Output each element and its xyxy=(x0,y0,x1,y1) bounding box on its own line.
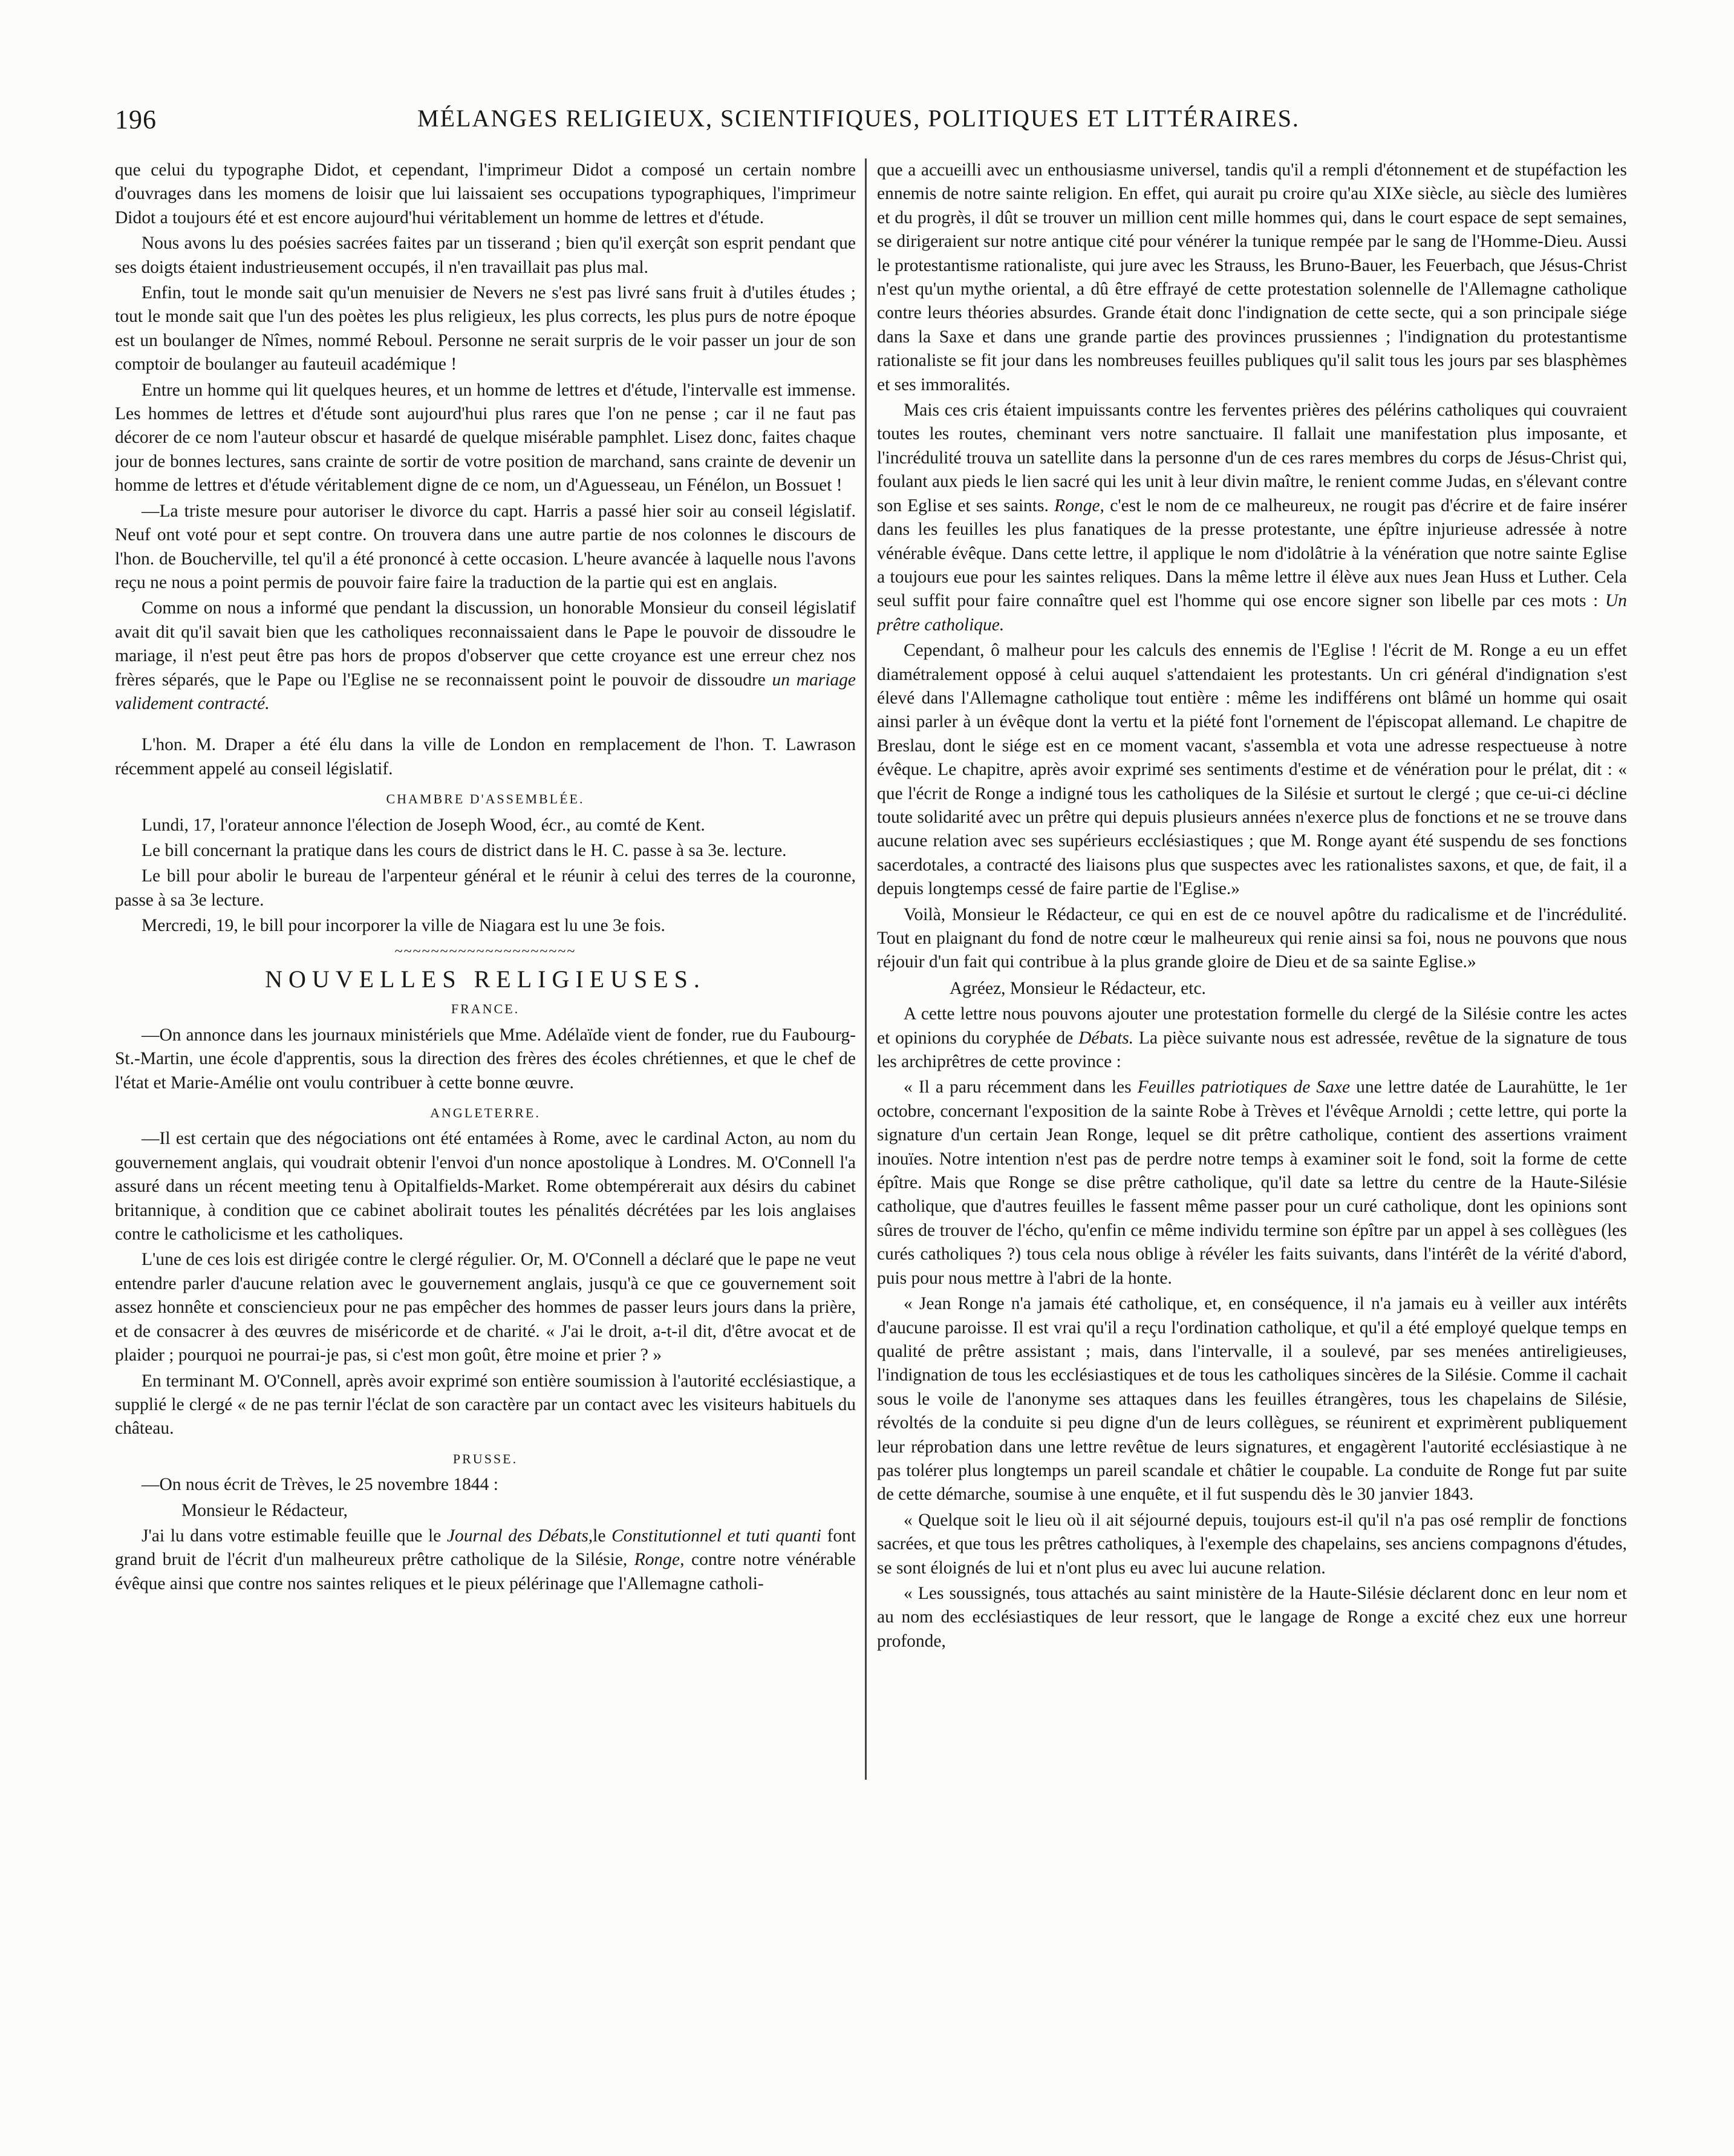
paragraph xyxy=(877,399,1627,637)
paragraph: Entre un homme qui lit quelques heures, et un homme de lettres et d'étude, l'intervalle est immense. Les hommes de lettres et d'étude sont aujourd'hui plus rares que l'on ne pense ; car il ne faut pas décorer de ce nom l'auteur obscur et hasardé de quelque misérable pamphlet. Lisez donc, faites chaque jour de bonnes lectures, sans crainte de sortir de votre position de marchand, sans crainte de devenir un homme de lettres et d'étude véritablement digne de ce nom, un d'Aguesseau, un Fénélon, un Bossuet ! xyxy=(115,380,856,495)
page-number: 196 xyxy=(115,105,157,134)
paragraph: « Jean Ronge n'a jamais été catholique, et, en conséquence, il n'a jamais eu à veiller aux intérêts d'aucune paroisse. Il est vrai qu'il a reçu l'ordination catholique, et qu'il a été employé quelque temps en qualité de prêtre assistant ; mais, dans l'intervalle, il a soulevé, par ses menées antireligieuses, l'indignation de tous les ecclésiastiques et de tous les catholiques sincères de la Silésie. Comme il cachait sous le voile de l'anonyme ses attaques dans les feuilles étrangères, tous les chapelains de Silésie, révoltés de la conduite si peu digne d'un de leurs collègues, se réunirent et exprimèrent publiquement leur réprobation dans une lettre revêtue de leurs signatures, et engagèrent l'autorité ecclésiastique à ne pas tolérer plus longtemps un pareil scandale et châtier le coupable. La conduite de Ronge fut par suite de cette démarche, soumise à une enquête, et il fut suspendu dès le 30 janvier 1843. xyxy=(877,1294,1627,1504)
paragraph: Voilà, Monsieur le Rédacteur, ce qui en est de ce nouvel apôtre du radicalisme et de l'incrédulité. Tout en plaignant du fond de notre cœur le malheureux qui renie ainsi sa foi, nous ne pouvons que nous réjouir d'un fait qui contribue à la plus grande gloire de Dieu et de sa sainte Eglise.» xyxy=(877,904,1627,972)
text-run: le xyxy=(593,1526,606,1546)
text-run: La pièce suivante nous est adressée, revêtue de la signature de tous les archiprêtres de cette province : xyxy=(877,1028,1627,1072)
paragraph xyxy=(115,1524,856,1596)
paragraph: « Quelque soit le lieu où il ait séjourné depuis, toujours est-il qu'il n'a pas osé remplir de fonctions sacrées, et que tous les prêtres catholiques, à l'exemple des chapelains, ses anciens compagnons d'études, se sont éloignés de lui et n'ont plus eu avec lui aucune relation. xyxy=(877,1510,1627,1578)
paragraph: Cependant, ô malheur pour les calculs des ennemis de l'Eglise ! l'écrit de M. Ronge a eu un effet diamétralement opposé à celui auquel s'attendaient les protestants. Un cri général d'indignation s'est élevé dans l'Allemagne catholique tout entière : même les indifférens ont blâmé un homme qui osait ainsi parler à un évêque dont la vertu et la piété font l'ornement de l'épiscopat allemand. Le chapitre de Breslau, dont le siége est en ce moment vacant, s'assembla et vota une adresse respectueuse à notre évêque. Le chapitre, après avoir exprimé ses sentiments d'estime et de vénération pour le prélat, dit : « que l'écrit de Ronge a indigné tous les catholiques de la Silésie et surtout le clergé ; que ce-ui-ci décline toute solidarité avec un prêtre qui depuis plusieurs années n'exerce plus de fonctions et ne se trouve dans aucune relation avec ses supérieurs ecclésiastiques ; que M. Ronge ayant été suspendu de ses fonctions sacerdotales, a contracté des liaisons plus que suspectes avec les rationalistes saxons, et que, de fait, il a depuis longtemps cessé de faire partie de l'Eglise.» xyxy=(877,641,1627,899)
text-run: « Il a paru récemment dans les xyxy=(904,1077,1132,1097)
italic-text: Un prêtre catholique. xyxy=(877,591,1627,635)
paragraph: —On nous écrit de Trèves, le 25 novembre 1844 : xyxy=(142,1475,498,1495)
text-run: A cette lettre nous pouvons ajouter une protestation formelle du clergé de la Silésie contre les actes et opinions du coryphée de xyxy=(877,1004,1627,1048)
paragraph: Le bill pour abolir le bureau de l'arpenteur général et le réunir à celui des terres de la couronne, passe à sa 3e lecture. xyxy=(115,866,856,910)
italic-text: Constitutionnel et tuti quanti xyxy=(611,1526,821,1546)
paragraph: —On annonce dans les journaux ministériels que Mme. Adélaïde vient de fonder, rue du Faubourg-St.-Martin, une école d'apprentis, sous la direction des frères des écoles chrétiennes, et que le chef de l'état et Marie-Amélie ont voulu contribuer à cette bonne œuvre. xyxy=(115,1025,856,1093)
paragraph xyxy=(115,596,856,716)
closing-line: Agréez, Monsieur le Rédacteur, etc. xyxy=(950,978,1206,998)
text-run: font grand bruit de l'écrit d'un malheureux prêtre catholique de la Silésie, xyxy=(115,1526,856,1570)
news-title: NOUVELLES RELIGIEUSES. xyxy=(265,965,706,993)
paragraph: Le bill concernant la pratique dans les cours de district dans le H. C. passe à sa 3e. lecture. xyxy=(142,840,787,860)
paragraph xyxy=(877,1002,1627,1074)
right-column xyxy=(877,158,1627,1840)
italic-text: un mariage validement contracté. xyxy=(115,670,856,713)
text-run: une lettre datée de Laurahütte, le 1er octobre, concernant l'exposition de la sainte Robe à Trèves et l'évêque Arnoldi ; cette lettre, qui porte la signature d'un certain Jean Ronge, lequel se dit prêtre catholique, contient des assertions vraiment inouïes. Notre intention n'est pas de perdre notre temps à examiner soit le fond, soit la forme de cette épître. Mais que Ronge se dise prêtre catholique, qu'il date sa lettre du centre de la Haute-Silésie catholique, que d'autres feuilles le fassent même passer pour un curé catholique, dont les opinions sont sûres de trouver de l'écho, qu'enfin ce même individu termine son épître par un appel à ses collègues (les curés catholiques ?) tous cela nous oblige à révéler les faits suivants, dans l'intérêt de la vérité d'abord, puis pour nous mettre à l'abri de la honte. xyxy=(877,1077,1627,1288)
paragraph: que celui du typographe Didot, et cependant, l'imprimeur Didot a composé un certain nombre d'ouvrages dans les momens de loisir que lui laissaient ses occupations typographiques, l'imprimeur Didot a toujours été et est encore aujourd'hui véritablement un homme de lettres et d'étude. xyxy=(115,160,856,227)
running-title: MÉLANGES RELIGIEUX, SCIENTIFIQUES, POLITIQUES ET LITTÉRAIRES. xyxy=(417,105,1300,132)
paragraph: Nous avons lu des poésies sacrées faites par un tisserand ; bien qu'il exerçât son esprit pendant que ses doigts étaient industrieusement occupés, il n'en travaillait pas plus mal. xyxy=(115,234,856,277)
column-rule xyxy=(865,158,867,1780)
paragraph: Enfin, tout le monde sait qu'un menuisier de Nevers ne s'est pas livré sans fruit à d'utiles études ; tout le monde sait que l'un des poètes les plus religieux, les plus corrects, les plus purs de notre époque est un boulanger de Nîmes, nommé Reboul. Personne ne serait surpris de le voir passer un jour de son comptoir de boulanger au fauteuil académique ! xyxy=(115,283,856,374)
paragraph: —La triste mesure pour autoriser le divorce du capt. Harris a passé hier soir au conseil législatif. Neuf ont voté pour et sept contre. On trouvera dans une autre partie de nos colonnes le discours de l'hon. de Boucherville, tel qu'il a été prononcé à cette occasion. L'heure avancée à laquelle nous l'avons reçu ne nous a point permis de pouvoir faire faire la traduction de la partie qui est en anglais. xyxy=(115,501,856,592)
italic-text: Ronge, xyxy=(634,1550,685,1570)
text-run: contre notre vénérable évêque ainsi que contre nos saintes reliques et le pieux pélérinage que l'Allemagne catholi- xyxy=(115,1550,856,1593)
paragraph: que a accueilli avec un enthousiasme universel, tandis qu'il a rempli d'étonnement et de stupéfaction les ennemis de notre sainte religion. En effet, qui aurait pu croire qu'au XIXe siècle, au siècle des lumières et du progrès, il dût se trouver un million cent mille hommes qui, dans le court espace de sept semaines, se dirigeraient sur notre antique cité pour vénérer la tunique rempée par le sang de l'Homme-Dieu. Aussi le protestantisme rationaliste, qui jure avec les Strauss, les Bruno-Bauer, les Feuerbach, que Jésus-Christ n'est qu'un mythe oriental, a dû être effrayé de cette protestation solennelle de l'Allemagne catholique contre leurs théories absurdes. Grande était donc l'indignation de cette secte, qui a son principale siége dans la Saxe et dans une grande partie des provinces prussiennes ; l'indignation du protestantisme rationaliste se fit jour dans les nombreuses feuilles publiques qu'il salit tous les jours par ses blasphèmes et ses immoralités. xyxy=(877,160,1627,394)
paragraph xyxy=(877,1076,1627,1290)
paragraph: L'hon. M. Draper a été élu dans la ville de London en remplacement de l'hon. T. Lawrason récemment appelé au conseil législatif. xyxy=(115,735,856,779)
text-run: Comme on nous a informé que pendant la discussion, un honorable Monsieur du conseil législatif avait dit qu'il savait bien que les catholiques reconnaissaient dans le Pape le pouvoir de dissoudre le mariage, il n'est peut être pas hors de propos d'observer que cette croyance est une erreur chez nos frères séparés, que le Pape ou l'Eglise ne se reconnaissent point le pouvoir de dissoudre xyxy=(115,598,856,690)
paragraph: —Il est certain que des négociations ont été entamées à Rome, avec le cardinal Acton, au nom du gouvernement anglais, qui voudrait obtenir l'envoi d'un nonce apostolique à Londres. M. O'Connell l'a assuré dans un récent meeting tenu à Opitalfields-Market. Rome obtempérerait aux désirs du cabinet britannique, à condition que ce cabinet abolirait toutes les pénalités décrétées par les lois anglaises contre le catholicisme et les catholiques. xyxy=(115,1129,856,1244)
paragraph: Lundi, 17, l'orateur annonce l'élection de Joseph Wood, écr., au comté de Kent. xyxy=(142,815,705,835)
salutation: Monsieur le Rédacteur, xyxy=(181,1500,348,1520)
italic-text: Ronge, xyxy=(1054,495,1104,515)
section-heading: FRANCE. xyxy=(451,1001,520,1017)
text-run: c'est le nom de ce malheureux, ne rougit pas d'écrire et de faire insérer dans les feuilles les plus fanatiques de la presse protestante, une épître injurieuse adressée à notre vénérable évêque. Dans cette lettre, il applique le nom d'idolâtrie à la vénération que notre sainte Eglise a toujours eue pour les saintes reliques. Dans la même lettre il élève aux nues Jean Huss et Luther. Cela seul suffit pour faire connaître quel est l'homme qui ose encore signer son libelle par ces mots : xyxy=(877,495,1627,611)
paragraph: « Les soussignés, tous attachés au saint ministère de la Haute-Silésie déclarent donc en leur nom et au nom des ecclésiastiques de leur ressort, que le langage de Ronge a excité chez eux une horreur profonde, xyxy=(877,1583,1627,1651)
paragraph: Mercredi, 19, le bill pour incorporer la ville de Niagara est lu une 3e fois. xyxy=(142,916,665,936)
text-run: J'ai lu dans votre estimable feuille que le xyxy=(142,1526,442,1546)
italic-text: Débats. xyxy=(1078,1028,1134,1048)
page-header xyxy=(115,102,1639,144)
left-column xyxy=(115,158,856,1840)
spacer xyxy=(115,717,856,733)
text-run: Mais ces cris étaient impuissants contre les ferventes prières des pélérins catholiques qui couvraient toutes les routes, cheminant vers notre sanctuaire. Il fallait une manifestation plus imposante, et l'incrédulité trouva un satellite dans la personne d'un de ces rares membres du corps de Jésus-Christ qui, foulant aux pieds le lien sacré qui les unit à leur divin maître, le renient comme Judas, en s'élevant contre son Eglise et ses saints. xyxy=(877,400,1627,515)
italic-text: Journal des Débats, xyxy=(446,1526,593,1546)
paragraph: L'une de ces lois est dirigée contre le clergé régulier. Or, M. O'Connell a déclaré que le pape ne veut entendre parler d'aucune relation avec le gouvernement anglais, jusqu'à ce que ce gouvernement soit assez honnête et consciencieux pour ne pas empêcher des hommes de passer leurs jours dans la prière, et de consacrer à des œuvres de miséricorde et de charité. « J'ai le droit, a-t-il dit, d'être avocat et de plaider ; pourquoi ne pourrai-je pas, si c'est mon goût, être moine et prier ? » xyxy=(115,1250,856,1365)
ornament-divider: ~~~~~~~~~~~~~~~~~~~~ xyxy=(394,943,576,959)
section-heading: CHAMBRE D'ASSEMBLÉE. xyxy=(386,791,585,807)
section-heading: ANGLETERRE. xyxy=(430,1105,541,1121)
section-heading: PRUSSE. xyxy=(452,1451,518,1466)
paragraph: En terminant M. O'Connell, après avoir exprimé son entière soumission à l'autorité ecclésiastique, a supplié le clergé « de ne pas ternir l'éclat de son caractère par un contact avec les visiteurs habituels du château. xyxy=(115,1371,856,1439)
italic-text: Feuilles patriotiques de Saxe xyxy=(1137,1077,1351,1097)
